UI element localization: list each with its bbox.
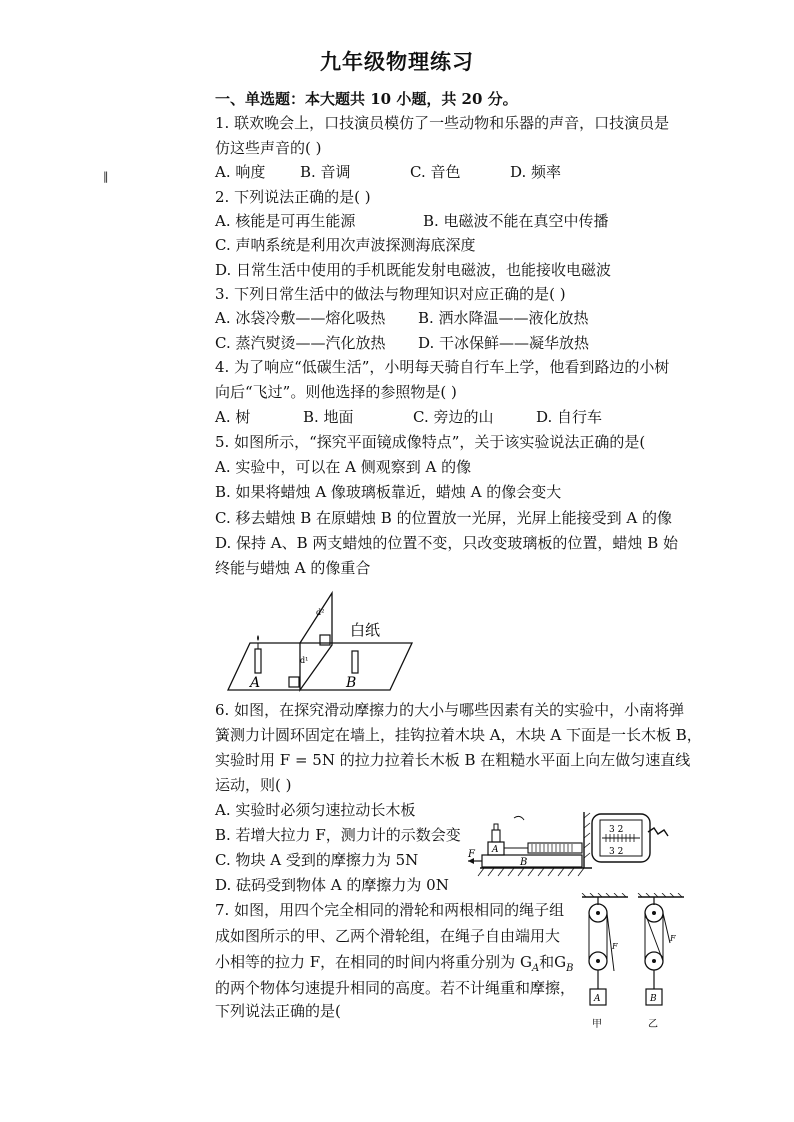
q3-option-a: A. 冰袋冷敷——熔化吸热 (215, 309, 386, 327)
margin-mark: ‖ (103, 170, 109, 183)
q1-stem: 1. 联欢晚会上，口技演员模仿了一些动物和乐器的声音，口技演员是 (215, 114, 670, 132)
q7-stem-cont1: 成如图所示的甲、乙两个滑轮组，在绳子自由端用大 (215, 927, 561, 945)
weight-b-label: B (650, 994, 657, 1004)
block-a-label: A (492, 845, 499, 855)
candle-b-label: B (346, 675, 357, 691)
q1-option-d: D. 频率 (510, 163, 562, 181)
q7-stem-cont4: 下列说法正确的是( (215, 1002, 341, 1020)
q7-stem-cont2-mid: 和G (539, 953, 567, 971)
q2-option-a: A. 核能是可再生能源 (215, 212, 356, 230)
q2-stem: 2. 下列说法正确的是( ) (215, 188, 371, 206)
q7-stem: 7. 如图，用四个完全相同的滑轮和两根相同的绳子组 (215, 901, 565, 919)
q4-stem: 4. 为了响应“低碳生活”，小明每天骑自行车上学，他看到路边的小树 (215, 358, 670, 376)
q6-stem-cont3: 运动，则( ) (215, 776, 292, 794)
board-b-label: B (520, 857, 528, 868)
mirror-mark-2: d¹ (300, 656, 309, 665)
q4-options (215, 407, 602, 427)
friction-experiment-figure (462, 808, 680, 886)
weight-a-label: A (594, 994, 601, 1004)
gauge-reading-top: 3 2 (609, 825, 624, 835)
q4-stem-cont: 向后“飞过”。则他选择的参照物是( ) (215, 383, 457, 401)
q2-option-d: D. 日常生活中使用的手机既能发射电磁波，也能接收电磁波 (215, 261, 612, 279)
mirror-experiment-figure (222, 585, 422, 695)
candle-a-label: A (250, 675, 261, 691)
q3-options-cd (215, 333, 589, 353)
pulley-systems-figure (580, 893, 690, 1033)
q5-option-a: A. 实验中，可以在 A 侧观察到 A 的像 (215, 458, 472, 476)
pulley-yi-force-label: F (670, 934, 676, 943)
q6-stem-cont2: 实验时用 F = 5N 的拉力拉着长木板 B 在粗糙水平面上向左做匀速直线 (215, 751, 691, 769)
q1-options (215, 162, 561, 182)
mirror-mark-1: d² (316, 608, 325, 617)
q1-option-c: C. 音色 (410, 163, 461, 181)
q1-option-a: A. 响度 (215, 163, 266, 181)
force-f-label: F (468, 849, 475, 860)
q6-option-d: D. 砝码受到物体 A 的摩擦力为 0N (215, 876, 449, 894)
q6-stem-cont1: 簧测力计圆环固定在墙上，挂钩拉着木块 A，木块 A 下面是一长木板 B， (215, 726, 702, 744)
q7-subscript-b: B (566, 963, 574, 974)
q4-option-b: B. 地面 (303, 408, 354, 426)
section-heading: 一、单选题：本大题共 10 小题，共 20 分。 (215, 90, 518, 108)
q6-option-c: C. 物块 A 受到的摩擦力为 5N (215, 851, 419, 869)
q2-options-ab (215, 211, 609, 231)
pulley-jia-force-label: F (612, 942, 618, 951)
q3-stem: 3. 下列日常生活中的做法与物理知识对应正确的是( ) (215, 285, 566, 303)
q3-option-b: B. 洒水降温——液化放热 (418, 309, 589, 327)
q3-options-ab (215, 308, 589, 328)
q5-option-c: C. 移去蜡烛 B 在原蜡烛 B 的位置放一光屏，光屏上能接受到 A 的像 (215, 509, 672, 527)
white-paper-label: 白纸 (350, 621, 381, 639)
gauge-reading-bottom: 3 2 (609, 847, 624, 857)
q6-option-a: A. 实验时必须匀速拉动长木板 (215, 801, 416, 819)
page-title: 九年级物理练习 (320, 49, 474, 74)
q6-stem: 6. 如图，在探究滑动摩擦力的大小与哪些因素有关的实验中，小南将弹 (215, 701, 685, 719)
q5-option-d: D. 保持 A、B 两支蜡烛的位置不变，只改变玻璃板的位置，蜡烛 B 始 (215, 534, 678, 552)
q2-option-b: B. 电磁波不能在真空中传播 (423, 212, 609, 230)
q5-option-d-cont: 终能与蜡烛 A 的像重合 (215, 559, 371, 577)
q7-stem-cont3: 的两个物体匀速提升相同的高度。若不计绳重和摩擦， (215, 979, 576, 997)
q5-stem: 5. 如图所示，“探究平面镜成像特点”，关于该实验说法正确的是( (215, 433, 646, 451)
pulley-jia-label: 甲 (592, 1019, 602, 1030)
pulley-yi-label: 乙 (648, 1019, 658, 1030)
q3-option-c: C. 蒸汽熨烫——汽化放热 (215, 334, 386, 352)
q7-stem-cont2-text: 小相等的拉力 F，在相同的时间内将重分别为 G (215, 953, 532, 971)
q5-option-b: B. 如果将蜡烛 A 像玻璃板靠近，蜡烛 A 的像会变大 (215, 483, 562, 501)
q4-option-c: C. 旁边的山 (413, 408, 494, 426)
q7-subscript-a: A (531, 963, 540, 974)
q2-option-c: C. 声呐系统是利用次声波探测海底深度 (215, 236, 476, 254)
q4-option-a: A. 树 (215, 408, 251, 426)
q3-option-d: D. 干冰保鲜——凝华放热 (418, 334, 590, 352)
q6-option-b: B. 若增大拉力 F，测力计的示数会变 (215, 826, 461, 844)
q7-stem-cont2 (215, 952, 574, 979)
q4-option-d: D. 自行车 (536, 408, 603, 426)
q1-option-b: B. 音调 (300, 163, 351, 181)
q1-stem-cont: 仿这些声音的( ) (215, 139, 322, 157)
